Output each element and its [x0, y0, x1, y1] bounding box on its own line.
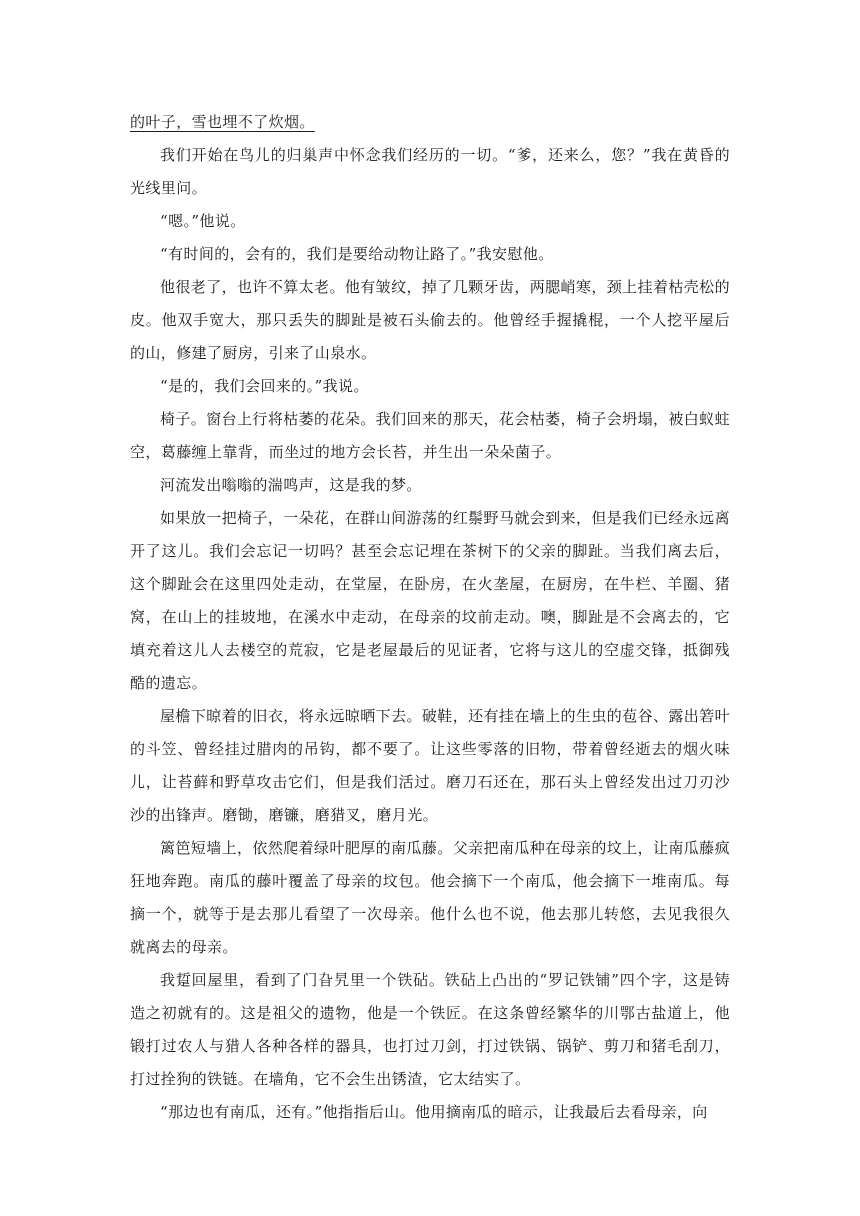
paragraph-8: 河流发出嗡嗡的湍鸣声，这是我的梦。: [160, 476, 422, 494]
paragraph-11: 篱笆短墙上，依然爬着绿叶肥厚的南瓜藤。父亲把南瓜种在母亲的坟上，让南瓜藤疯狂地奔跑。南瓜的藤叶覆盖了母亲的坟包。他会摘下一个南瓜，他会摘下一堆南瓜。每摘一个，就等于是去那儿看望了一次母亲。他什么也不说，他去那儿转悠，去见我很久就离去的母亲。: [130, 839, 730, 956]
paragraph-4: “有时间的，会有的，我们是要给动物让路了。”我安慰他。: [160, 245, 554, 263]
paragraph-13: “那边也有南瓜，还有。”他指指后山。他用摘南瓜的暗示，让我最后去看母亲，向: [160, 1103, 708, 1121]
paragraph-12: 我踅回屋里，看到了门旮旯里一个铁砧。铁砧上凸出的“罗记铁铺”四个字，这是铸造之初就有的。这是祖父的遗物，他是一个铁匠。在这条曾经繁华的川鄂古盐道上，他锻打过农人与猎人各种各样的器具，也打过刀剑，打过铁锅、锅铲、剪刀和猪毛刮刀，打过拴狗的铁链。在墙角，它不会生出锈渣，它太结实了。: [130, 971, 730, 1088]
paragraph-9: 如果放一把椅子，一朵花，在群山间游荡的红鬃野马就会到来，但是我们已经永远离开了这儿。我们会忘记一切吗？甚至会忘记埋在茶树下的父亲的脚趾。当我们离去后，这个脚趾会在这里四处走动，在堂屋，在卧房，在火垄屋，在厨房，在牛栏、羊圈、猪窝，在山上的挂坡地，在溪水中走动，在母亲的坟前走动。噢，脚趾是不会离去的，它填充着这儿人去楼空的荒寂，它是老屋最后的见证者，它将与这儿的空虚交锋，抵御残酷的遗忘。: [130, 509, 730, 692]
paragraph-5: 他很老了，也许不算太老。他有皱纹，掉了几颗牙齿，两腮峭寒，颈上挂着枯壳松的皮。他双手宽大，那只丢失的脚趾是被石头偷去的。他曾经手握撬棍，一个人挖平屋后的山，修建了厨房，引来了山泉水。: [130, 278, 730, 362]
document-body: [130, 106, 730, 1129]
paragraph-2: 我们开始在鸟儿的归巢声中怀念我们经历的一切。“爹，还来么，您？”我在黄昏的光线里问。: [130, 146, 730, 197]
paragraph-7: 椅子。窗台上行将枯萎的花朵。我们回来的那天，花会枯萎，椅子会坍塌，被白蚁蛀空，葛藤缠上靠背，而坐过的地方会长苔，并生出一朵朵菌子。: [130, 410, 730, 461]
paragraph-6: “是的，我们会回来的。”我说。: [160, 377, 369, 395]
paragraph-1: [130, 106, 730, 139]
paragraph-10: 屋檐下晾着的旧衣，将永远晾晒下去。破鞋，还有挂在墙上的生虫的苞谷、露出箬叶的斗笠、曾经挂过腊肉的吊钩，都不要了。让这些零落的旧物，带着曾经逝去的烟火味儿，让苔藓和野草攻击它们，但是我们活过。磨刀石还在，那石头上曾经发出过刀刃沙沙的出锋声。磨锄，磨镰，磨猎叉，磨月光。: [130, 707, 730, 824]
paragraph-3: “嗯。”他说。: [160, 212, 246, 230]
underlined-text: 的叶子，雪也埋不了炊烟。: [130, 113, 315, 131]
